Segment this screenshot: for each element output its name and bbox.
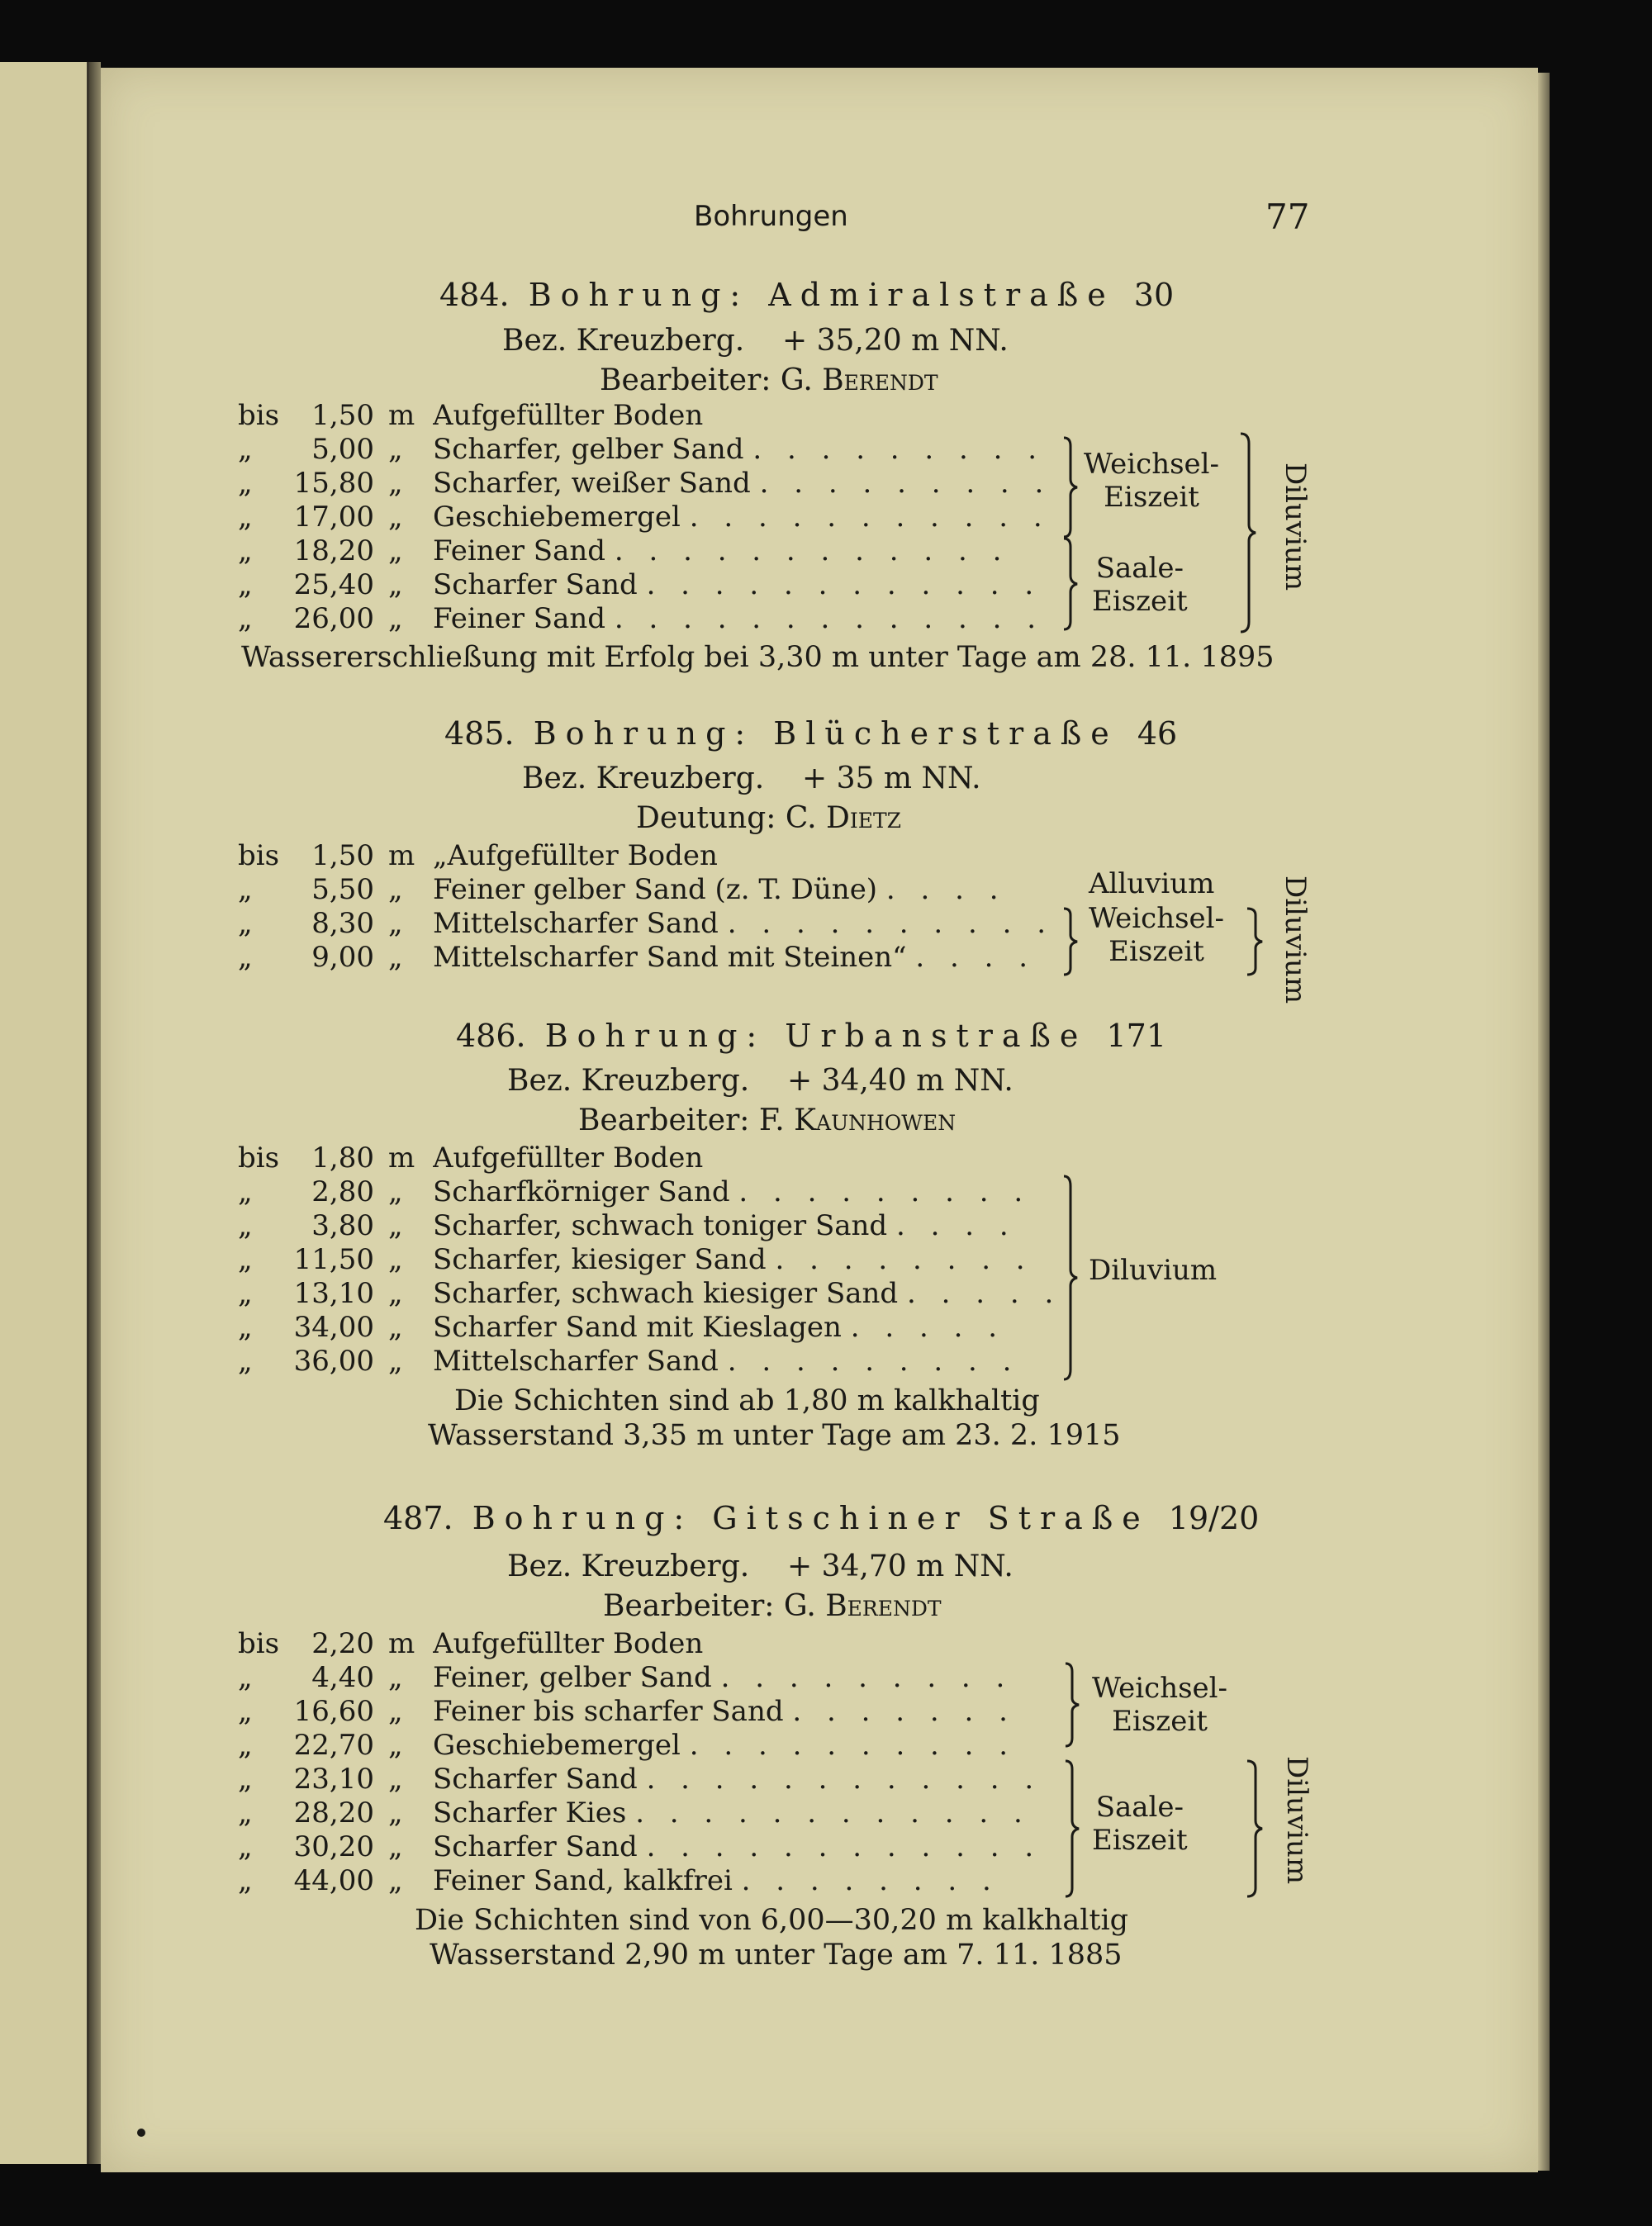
row-unit: „ bbox=[388, 907, 403, 940]
row-unit: „ bbox=[388, 1763, 403, 1796]
group-label-line: Saale- bbox=[1095, 1791, 1184, 1824]
entry-note: Wasserstand 3,35 m unter Tage am 23. 2. 1915 bbox=[428, 1419, 1121, 1452]
page-number: 77 bbox=[1265, 197, 1310, 237]
entry-location bbox=[522, 762, 981, 795]
row-depth: 22,70 bbox=[293, 1729, 374, 1762]
entry-note: Die Schichten sind ab 1,80 m kalkhaltig bbox=[454, 1384, 1040, 1417]
row-depth: 1,50 bbox=[311, 839, 374, 872]
group-brace bbox=[1061, 1761, 1085, 1896]
editor-name: G. Berendt bbox=[780, 363, 938, 397]
group-brace bbox=[1059, 539, 1084, 629]
row-unit: „ bbox=[388, 1175, 403, 1208]
row-description: Geschiebemergel bbox=[433, 1729, 681, 1762]
group-label-line: Eiszeit bbox=[1112, 1705, 1208, 1738]
group-label bbox=[1089, 902, 1224, 968]
entry-location bbox=[502, 324, 1009, 358]
layer-row bbox=[238, 941, 1064, 974]
running-head: Bohrungen bbox=[694, 200, 848, 233]
layer-row bbox=[238, 1209, 1064, 1242]
elevation: + 34,70 m NN. bbox=[787, 1550, 1014, 1583]
entry-title bbox=[444, 715, 1177, 752]
row-unit: „ bbox=[388, 1345, 403, 1378]
row-description: Scharfer Sand bbox=[433, 1830, 638, 1863]
layer-row bbox=[238, 1627, 1064, 1660]
row-description: Scharfer, kiesiger Sand bbox=[433, 1243, 767, 1276]
row-prefix: „ bbox=[238, 907, 253, 940]
layer-row bbox=[238, 1729, 1064, 1762]
row-unit: „ bbox=[388, 1243, 403, 1276]
row-depth: 9,00 bbox=[311, 941, 374, 974]
row-prefix: „ bbox=[238, 1729, 253, 1762]
editor-name: G. Berendt bbox=[783, 1589, 942, 1623]
row-unit: „ bbox=[388, 873, 403, 906]
row-prefix: bis bbox=[238, 1141, 280, 1175]
row-description: Aufgefüllter Boden bbox=[433, 1627, 704, 1660]
entry-location bbox=[507, 1064, 1014, 1098]
group-label-line: Saale- bbox=[1095, 552, 1184, 585]
entry-editor bbox=[600, 363, 938, 397]
row-leader-dots: . . . . . . . . . . . . bbox=[614, 534, 1010, 567]
row-depth: 2,80 bbox=[311, 1175, 374, 1208]
row-depth: 11,50 bbox=[293, 1243, 374, 1276]
row-leader-dots: . . . . . . . . . bbox=[759, 467, 1052, 500]
row-prefix: „ bbox=[238, 1864, 253, 1897]
row-leader-dots: . . . . bbox=[896, 1209, 1017, 1242]
row-description: Feiner bis scharfer Sand bbox=[433, 1695, 784, 1728]
row-prefix: „ bbox=[238, 467, 253, 500]
layer-row bbox=[238, 602, 1064, 635]
row-description: Scharfer Sand mit Kieslagen bbox=[433, 1311, 842, 1344]
editor-name: F. Kaunhowen bbox=[758, 1104, 957, 1137]
outer-label: Diluvium bbox=[1279, 463, 1312, 591]
row-prefix: „ bbox=[238, 568, 253, 601]
row-leader-dots: . . . . . . . . . bbox=[727, 1345, 1020, 1378]
entry-editor bbox=[603, 1589, 942, 1623]
row-prefix: „ bbox=[238, 1311, 253, 1344]
row-depth: 5,50 bbox=[311, 873, 374, 906]
row-prefix: „ bbox=[238, 534, 253, 567]
row-description: Feiner gelber Sand (z. T. Düne) bbox=[433, 873, 878, 906]
layer-row bbox=[238, 839, 1064, 872]
outer-brace bbox=[1244, 1761, 1269, 1896]
row-depth: 8,30 bbox=[311, 907, 374, 940]
row-leader-dots: . . . . . . . . . bbox=[738, 1175, 1032, 1208]
row-prefix: „ bbox=[238, 1209, 253, 1242]
row-depth: 5,00 bbox=[311, 433, 374, 466]
row-depth: 16,60 bbox=[293, 1695, 374, 1728]
group-brace bbox=[1059, 438, 1084, 537]
row-depth: 44,00 bbox=[293, 1864, 374, 1897]
row-description: Aufgefüllter Boden bbox=[433, 1141, 704, 1175]
row-description: Scharfer, gelber Sand bbox=[433, 433, 744, 466]
editor-label: Bearbeiter: bbox=[600, 363, 771, 397]
entry-title-text: Bohrung: Urbanstraße bbox=[544, 1018, 1088, 1054]
row-depth: 30,20 bbox=[293, 1830, 374, 1863]
editor-label: Bearbeiter: bbox=[603, 1589, 775, 1623]
row-leader-dots: . . . . . . . . . . . . bbox=[646, 1763, 1042, 1796]
row-description: Mittelscharfer Sand bbox=[433, 907, 719, 940]
row-depth: 15,80 bbox=[293, 467, 374, 500]
entry-editor bbox=[578, 1104, 956, 1137]
row-prefix: „ bbox=[238, 1763, 253, 1796]
row-leader-dots: . . . . . . . bbox=[792, 1695, 1016, 1728]
row-depth: 18,20 bbox=[293, 534, 374, 567]
row-leader-dots: . . . . . . . . . . . . bbox=[646, 1830, 1042, 1863]
group-label-line: Weichsel- bbox=[1089, 902, 1225, 935]
row-prefix: bis bbox=[238, 399, 280, 432]
entry-title-text: Bohrung: Gitschiner Straße bbox=[472, 1500, 1150, 1536]
layer-row bbox=[238, 568, 1064, 601]
group-label-line: Eiszeit bbox=[1092, 1824, 1188, 1857]
elevation: + 34,40 m NN. bbox=[787, 1064, 1014, 1098]
row-leader-dots: . . . . bbox=[885, 873, 1007, 906]
entry-house-number: 171 bbox=[1106, 1018, 1167, 1054]
layer-row bbox=[238, 501, 1064, 534]
group-label-line: Eiszeit bbox=[1108, 935, 1204, 968]
row-leader-dots: . . . . . . . . bbox=[775, 1243, 1033, 1276]
row-description: Scharfer, schwach toniger Sand bbox=[433, 1209, 888, 1242]
editor-label: Deutung: bbox=[636, 801, 776, 835]
row-leader-dots: . . . . . bbox=[907, 1277, 1062, 1310]
row-description: Scharfer Kies bbox=[433, 1796, 627, 1830]
row-depth: 23,10 bbox=[293, 1763, 374, 1796]
entry-note: Die Schichten sind von 6,00—30,20 m kalkhaltig bbox=[415, 1904, 1129, 1937]
layer-row bbox=[238, 873, 1064, 906]
layer-row bbox=[238, 467, 1064, 500]
entry-location bbox=[507, 1550, 1014, 1583]
entry-title-text: Bohrung: Admiralstraße bbox=[528, 277, 1115, 313]
row-description: Feiner, gelber Sand bbox=[433, 1661, 712, 1694]
row-description: Scharfer, weißer Sand bbox=[433, 467, 751, 500]
entry-title-text: Bohrung: Blücherstraße bbox=[533, 715, 1118, 752]
layer-row bbox=[238, 1796, 1064, 1830]
row-leader-dots: . . . . . . . . . . . . . bbox=[614, 602, 1045, 635]
row-prefix: bis bbox=[238, 839, 280, 872]
row-depth: 36,00 bbox=[293, 1345, 374, 1378]
row-prefix: „ bbox=[238, 602, 253, 635]
row-leader-dots: . . . . bbox=[915, 941, 1037, 974]
book-gutter bbox=[89, 62, 101, 2164]
row-depth: 34,00 bbox=[293, 1311, 374, 1344]
row-unit: m bbox=[388, 399, 415, 432]
row-unit: „ bbox=[388, 1209, 403, 1242]
editor-name: C. Dietz bbox=[785, 801, 902, 835]
row-prefix: „ bbox=[238, 873, 253, 906]
group-label bbox=[1092, 1672, 1227, 1738]
entry-number: 487. bbox=[383, 1500, 453, 1536]
row-unit: „ bbox=[388, 602, 403, 635]
facing-page-edge bbox=[0, 62, 89, 2164]
group-label-line: Weichsel- bbox=[1084, 448, 1220, 481]
row-unit: „ bbox=[388, 1830, 403, 1863]
entry-number: 484. bbox=[439, 277, 510, 313]
entry-title bbox=[383, 1500, 1259, 1536]
group-label-line: Eiszeit bbox=[1104, 481, 1199, 514]
group-label-line: Weichsel- bbox=[1092, 1672, 1228, 1705]
outer-label: Diluvium bbox=[1280, 1756, 1313, 1885]
row-prefix: „ bbox=[238, 1695, 253, 1728]
row-unit: „ bbox=[388, 1729, 403, 1762]
layer-row bbox=[238, 1864, 1064, 1897]
row-unit: „ bbox=[388, 433, 403, 466]
row-unit: m bbox=[388, 1141, 415, 1175]
entry-title bbox=[439, 277, 1174, 313]
entry-editor bbox=[636, 801, 901, 835]
row-unit: „ bbox=[388, 467, 403, 500]
row-prefix: bis bbox=[238, 1627, 280, 1660]
elevation: + 35,20 m NN. bbox=[782, 324, 1009, 358]
layer-row bbox=[238, 1661, 1064, 1694]
page-fore-edge bbox=[1538, 73, 1550, 2171]
row-prefix: „ bbox=[238, 501, 253, 534]
layer-row bbox=[238, 1763, 1064, 1796]
row-depth: 3,80 bbox=[311, 1209, 374, 1242]
row-unit: „ bbox=[388, 1864, 403, 1897]
row-leader-dots: . . . . . . . . . bbox=[752, 433, 1046, 466]
row-prefix: „ bbox=[238, 1175, 253, 1208]
entry-house-number: 46 bbox=[1137, 715, 1178, 752]
row-unit: „ bbox=[388, 1277, 403, 1310]
entry-note: Wassererschließung mit Erfolg bei 3,30 m unter Tage am 28. 11. 1895 bbox=[241, 641, 1275, 674]
row-prefix: „ bbox=[238, 1796, 253, 1830]
row-depth: 2,20 bbox=[311, 1627, 374, 1660]
row-depth: 26,00 bbox=[293, 602, 374, 635]
outer-brace bbox=[1237, 434, 1262, 632]
editor-label: Bearbeiter: bbox=[578, 1104, 750, 1137]
entry-number: 485. bbox=[444, 715, 515, 752]
row-prefix: „ bbox=[238, 941, 253, 974]
row-description: Scharfer Sand bbox=[433, 568, 638, 601]
row-description: Scharfkörniger Sand bbox=[433, 1175, 730, 1208]
entry-house-number: 30 bbox=[1133, 277, 1175, 313]
layer-row bbox=[238, 399, 1064, 432]
row-depth: 13,10 bbox=[293, 1277, 374, 1310]
row-unit: „ bbox=[388, 1695, 403, 1728]
outer-brace bbox=[1244, 909, 1269, 975]
layer-row bbox=[238, 907, 1064, 940]
group-brace bbox=[1059, 909, 1084, 975]
row-leader-dots: . . . . . bbox=[850, 1311, 1006, 1344]
row-unit: „ bbox=[388, 1661, 403, 1694]
row-unit: „ bbox=[388, 1311, 403, 1344]
row-depth: 1,50 bbox=[311, 399, 374, 432]
row-description: Feiner Sand, kalkfrei bbox=[433, 1864, 733, 1897]
entry-number: 486. bbox=[456, 1018, 526, 1054]
row-description: Mittelscharfer Sand mit Steinen“ bbox=[433, 941, 907, 974]
row-leader-dots: . . . . . . . . . . . bbox=[689, 501, 1051, 534]
group-brace bbox=[1059, 1176, 1084, 1379]
row-depth: 1,80 bbox=[311, 1141, 374, 1175]
row-description: Scharfer, schwach kiesiger Sand bbox=[433, 1277, 899, 1310]
entry-title bbox=[456, 1018, 1166, 1054]
row-prefix: „ bbox=[238, 1345, 253, 1378]
row-unit: m bbox=[388, 839, 415, 872]
layer-row bbox=[238, 1243, 1064, 1276]
row-unit: „ bbox=[388, 501, 403, 534]
row-leader-dots: . . . . . . . . . bbox=[720, 1661, 1014, 1694]
group-label bbox=[1084, 448, 1219, 514]
row-leader-dots: . . . . . . . . . . bbox=[727, 907, 1055, 940]
row-depth: 17,00 bbox=[293, 501, 374, 534]
district: Bez. Kreuzberg. bbox=[522, 762, 765, 795]
row-unit: „ bbox=[388, 534, 403, 567]
row-description: Feiner Sand bbox=[433, 602, 606, 635]
elevation: + 35 m NN. bbox=[802, 762, 981, 795]
row-leader-dots: . . . . . . . . . . . . bbox=[635, 1796, 1031, 1830]
row-description: Aufgefüllter Boden bbox=[433, 399, 704, 432]
row-unit: m bbox=[388, 1627, 415, 1660]
row-description: Mittelscharfer Sand bbox=[433, 1345, 719, 1378]
group-label: Alluvium bbox=[1089, 867, 1215, 900]
group-label bbox=[1092, 1791, 1188, 1857]
row-description: Geschiebemergel bbox=[433, 501, 681, 534]
layer-row bbox=[238, 1830, 1064, 1863]
group-label-line: Eiszeit bbox=[1092, 585, 1188, 618]
group-brace bbox=[1061, 1664, 1085, 1746]
row-leader-dots: . . . . . . . . . . . . bbox=[646, 568, 1042, 601]
row-description: „Aufgefüllter Boden bbox=[433, 839, 718, 872]
layer-row bbox=[238, 1695, 1064, 1728]
row-depth: 4,40 bbox=[311, 1661, 374, 1694]
row-description: Feiner Sand bbox=[433, 534, 606, 567]
row-unit: „ bbox=[388, 568, 403, 601]
district: Bez. Kreuzberg. bbox=[502, 324, 745, 358]
layer-row bbox=[238, 1277, 1064, 1310]
group-label bbox=[1092, 552, 1188, 618]
layer-row bbox=[238, 1175, 1064, 1208]
group-label: Diluvium bbox=[1089, 1254, 1218, 1287]
row-description: Scharfer Sand bbox=[433, 1763, 638, 1796]
row-prefix: „ bbox=[238, 1277, 253, 1310]
layer-row bbox=[238, 534, 1064, 567]
entry-note: Wasserstand 2,90 m unter Tage am 7. 11. 1885 bbox=[430, 1939, 1123, 1972]
row-leader-dots: . . . . . . . . bbox=[741, 1864, 999, 1897]
layer-row bbox=[238, 1141, 1064, 1175]
layer-row bbox=[238, 1311, 1064, 1344]
ink-dot bbox=[137, 2129, 145, 2137]
district: Bez. Kreuzberg. bbox=[507, 1550, 750, 1583]
row-unit: „ bbox=[388, 941, 403, 974]
layer-row bbox=[238, 1345, 1064, 1378]
row-prefix: „ bbox=[238, 1661, 253, 1694]
row-depth: 28,20 bbox=[293, 1796, 374, 1830]
entry-house-number: 19/20 bbox=[1168, 1500, 1260, 1536]
row-prefix: „ bbox=[238, 1830, 253, 1863]
layer-row bbox=[238, 433, 1064, 466]
district: Bez. Kreuzberg. bbox=[507, 1064, 750, 1098]
row-prefix: „ bbox=[238, 433, 253, 466]
row-depth: 25,40 bbox=[293, 568, 374, 601]
row-prefix: „ bbox=[238, 1243, 253, 1276]
row-unit: „ bbox=[388, 1796, 403, 1830]
outer-label: Diluvium bbox=[1279, 876, 1312, 1004]
row-leader-dots: . . . . . . . . . . bbox=[689, 1729, 1017, 1762]
